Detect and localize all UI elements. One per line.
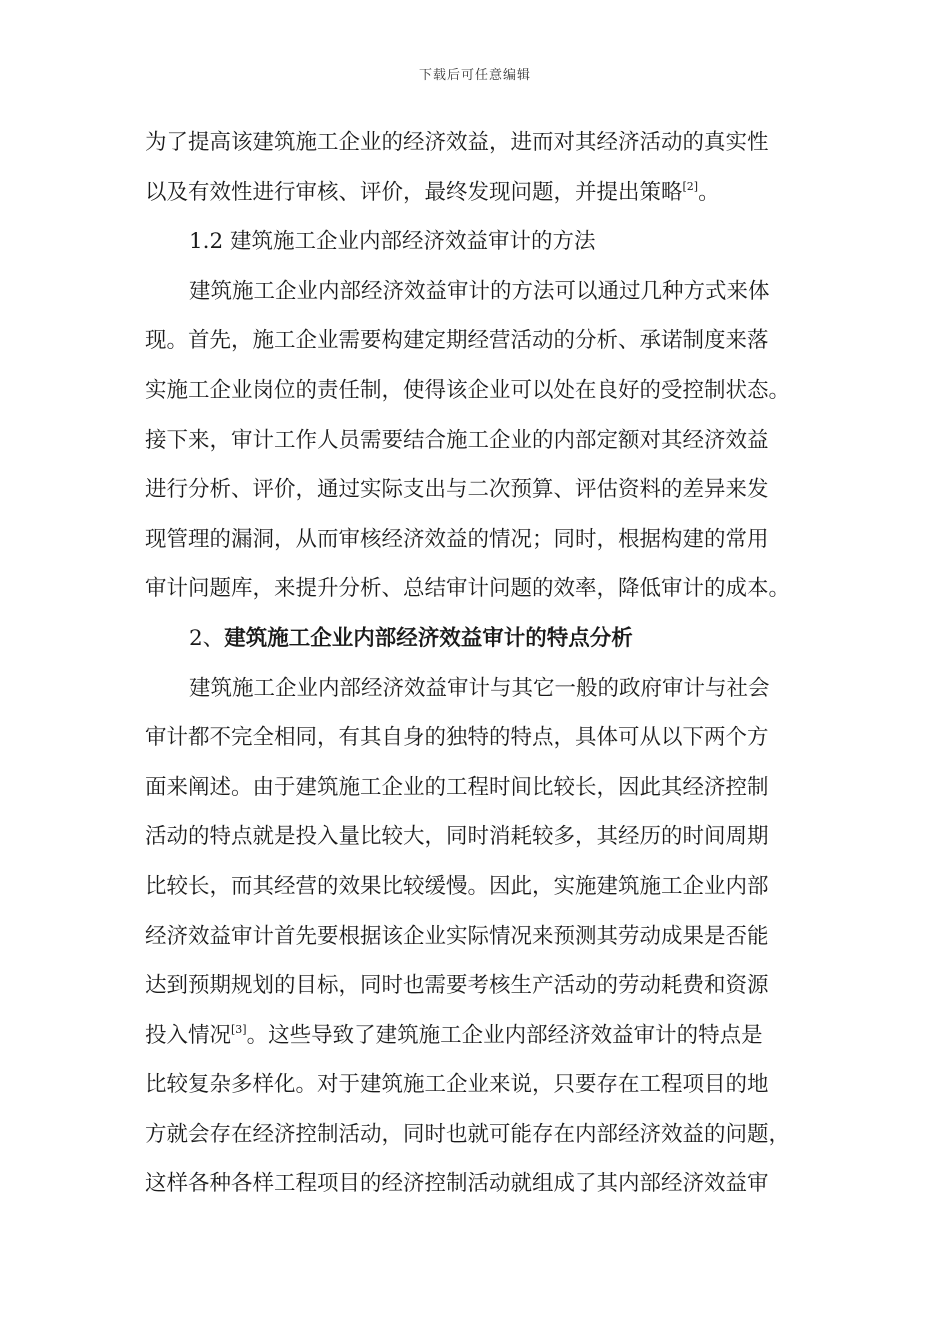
paragraph-line: 现。首先，施工企业需要构建定期经营活动的分析、承诺制度来落: [145, 328, 769, 354]
paragraph-line: 这样各种各样工程项目的经济控制活动就组成了其内部经济效益审: [145, 1171, 769, 1197]
paragraph-line: 审计都不完全相同，有其自身的独特的特点，具体可从以下两个方: [145, 725, 769, 751]
paragraph-line: 面来阐述。由于建筑施工企业的工程时间比较长，因此其经济控制: [145, 774, 769, 800]
paragraph-line: [145, 1011, 810, 1061]
paragraph-text: 以及有效性进行审核、评价，最终发现问题，并提出策略: [145, 179, 683, 205]
section-title: 建筑施工企业内部经济效益审计的特点分析: [224, 625, 633, 651]
page-header: 下载后可任意编辑: [418, 68, 531, 83]
paragraph-line: 审计问题库，来提升分析、总结审计问题的效率，降低审计的成本。: [145, 576, 791, 602]
citation-ref[interactable]: [2]: [682, 179, 699, 193]
paragraph-line: 实施工企业岗位的责任制，使得该企业可以处在良好的受控制状态。: [145, 377, 791, 403]
paragraph-text: 。这些导致了建筑施工企业内部经济效益审计的特点是: [246, 1022, 763, 1048]
citation-ref[interactable]: [3]: [231, 1022, 247, 1036]
paragraph-line: 达到预期规划的目标，同时也需要考核生产活动的劳动耗费和资源: [145, 973, 769, 999]
section-heading-2: [145, 614, 810, 664]
section-number: 2、: [189, 625, 225, 651]
paragraph-line: 建筑施工企业内部经济效益审计与其它一般的政府审计与社会: [189, 675, 770, 701]
document-body: [145, 118, 810, 1209]
paragraph-line: 经济效益审计首先要根据该企业实际情况来预测其劳动成果是否能: [145, 923, 769, 949]
paragraph-line: 建筑施工企业内部经济效益审计的方法可以通过几种方式来体: [189, 278, 770, 304]
paragraph-text: 。: [698, 179, 720, 205]
section-heading-1-2: 1.2 建筑施工企业内部经济效益审计的方法: [189, 229, 596, 255]
paragraph-line: [145, 168, 810, 218]
paragraph-line: 活动的特点就是投入量比较大，同时消耗较多，其经历的时间周期: [145, 824, 769, 850]
paragraph-line: 方就会存在经济控制活动，同时也就可能存在内部经济效益的问题，: [145, 1121, 791, 1147]
paragraph-text: 投入情况: [145, 1022, 232, 1048]
paragraph-line: 现管理的漏洞，从而审核经济效益的情况；同时，根据构建的常用: [145, 526, 769, 552]
paragraph-line: 进行分析、评价，通过实际支出与二次预算、评估资料的差异来发: [145, 477, 769, 503]
paragraph-line: 比较长，而其经营的效果比较缓慢。因此，实施建筑施工企业内部: [145, 873, 769, 899]
paragraph-line: 接下来，审计工作人员需要结合施工企业的内部定额对其经济效益: [145, 427, 769, 453]
paragraph-line: 比较复杂多样化。对于建筑施工企业来说，只要存在工程项目的地: [145, 1072, 769, 1098]
paragraph-line: 为了提高该建筑施工企业的经济效益，进而对其经济活动的真实性: [145, 130, 769, 155]
